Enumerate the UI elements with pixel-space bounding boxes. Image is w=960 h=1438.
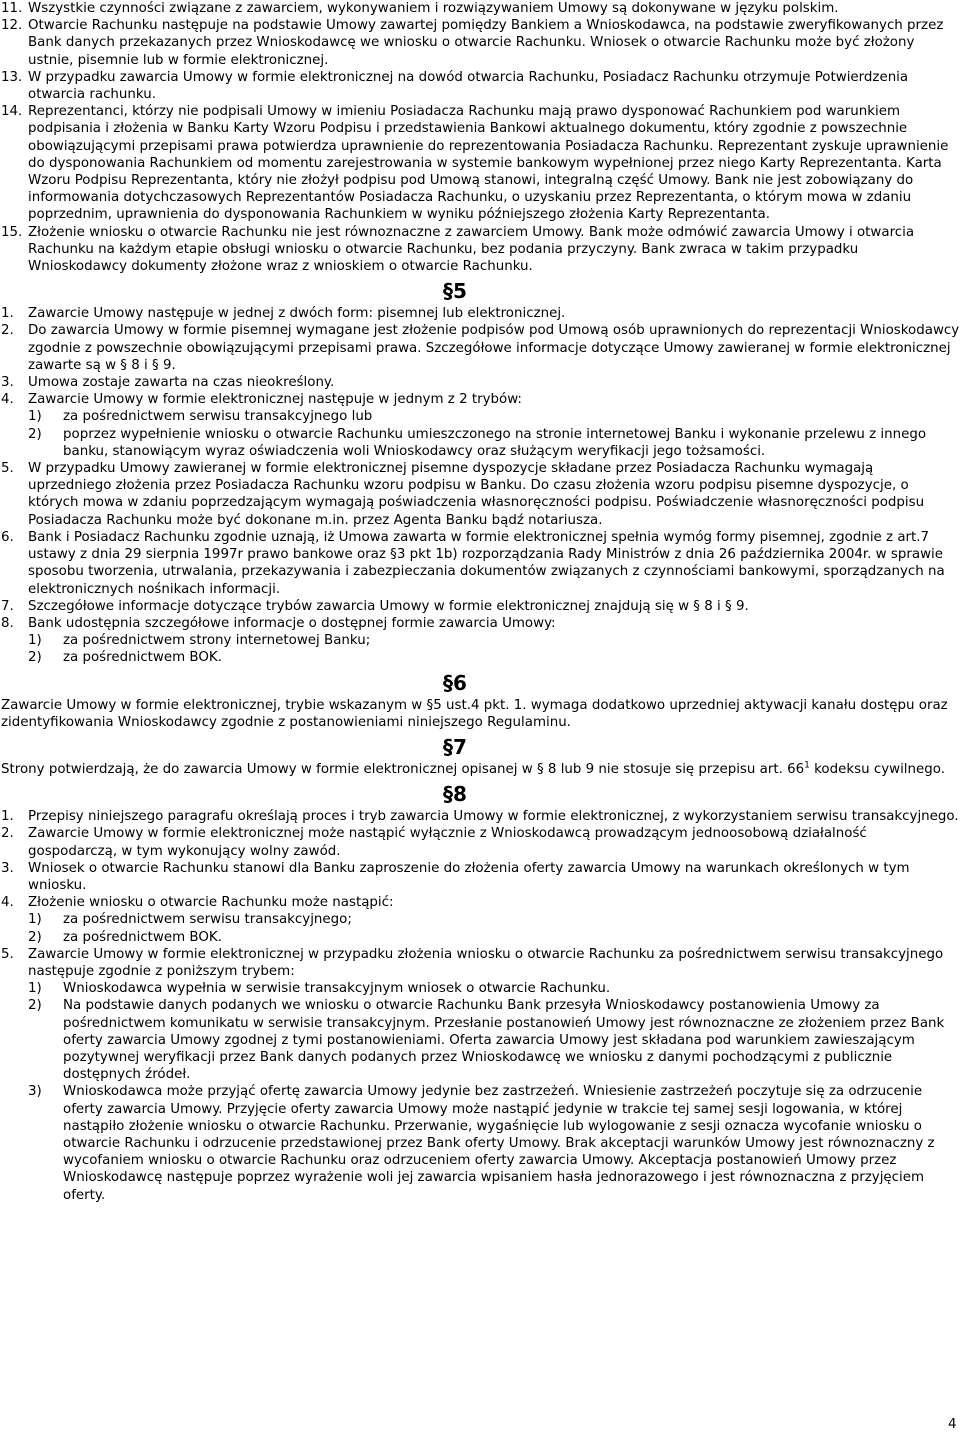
- list-item: 15. Złożenie wniosku o otwarcie Rachunku nie jest równoznaczne z zawarciem Umowy. Bank może odmówić zawarcia Umowy i otwarcia Rachunku na każdym etapie obsługi wniosku o otwarcie Rachunku, bez podania przyczyny. Bank zwraca w takim przypadku Wnioskodawcy dokumenty złożone wraz z wnioskiem o otwarcie Rachunku.: [1, 224, 915, 275]
- list-item: 4. Zawarcie Umowy w formie elektronicznej następuje w jednym z 2 trybów:: [1, 392, 522, 408]
- sub-list-item: 3) Wnioskodawca może przyjąć ofertę zawarcia Umowy jedynie bez zastrzeżeń. Wniesienie zastrzeżeń poczytuje się za odrzucenie oferty zawarcia Umowy. Przyjęcie oferty zawarcia Umowy może nastąpić jedynie w trakcie tej samej sesji logowania, w której nastąpiło złożenie wniosku o otwarcie Rachunku. Przerwanie, wygaśnięcie lub wylogowanie z sesji oznacza wycofanie wniosku o otwarcie Rachunku i odrzucenie przedstawionej przez Bank oferty Umowy. Brak akceptacji warunków Umowy jest równoznaczny z wycofaniem wniosku o otwarcie Rachunku oraz odrzuceniem oferty zawarcia Umowy. Akceptacja postanowień Umowy przez Wnioskodawcę następuje poprzez wyrażenie woli jej zawarcia wpisaniem hasła jednorazowego i jest równoznaczna z przyjęciem oferty.: [28, 1084, 935, 1203]
- list-item: 14. Reprezentanci, którzy nie podpisali Umowy w imieniu Posiadacza Rachunku mają prawo dysponować Rachunkiem pod warunkiem podpisania i złożenia w Banku Karty Wzoru Podpisu i przedstawienia Bankowi aktualnego dokumentu, który zgodnie z powszechnie obowiązującymi przepisami prawa potwierdza uprawnienie do reprezentowania Posiadacza Rachunku. Reprezentant zyskuje uprawnienie do dysponowania Rachunkiem od momentu zarejestrowania w systemie bankowym wypełnionej przez niego Karty Reprezentanta. Karta Wzoru Podpisu Reprezentanta, który nie złożył podpisu pod Umową stanowi, integralną część Umowy. Bank nie jest zobowiązany do informowania dotychczasowych Reprezentantów Posiadacza Rachunku, o uzyskaniu przez Reprezentanta, o którym mowa w zdaniu poprzednim, uprawnienia do dysponowania Rachunkiem w wyniku późniejszego złożenia Karty Reprezentanta.: [1, 104, 949, 223]
- list-item: 5. W przypadku Umowy zawieranej w formie elektronicznej pisemne dyspozycje składane przez Posiadacza Rachunku wymagają uprzedniego złożenia przez Posiadacza Rachunku wzoru podpisu w Banku. Do czasu złożenia wzoru podpisu pisemne dyspozycje, o których mowa w zdaniu poprzedzającym wymagają poświadczenia własnoręczności podpisu. Poświadczenie własnoręczności podpisu Posiadacza Rachunku może być dokonane m.in. przez Agenta Banku bądź notariusza.: [1, 461, 925, 528]
- section-7-paragraph: Strony potwierdzają, że do zawarcia Umowy w formie elektronicznej opisanej w § 8 lub 9 nie stosuje się przepisu art. $66^1$ kodeksu cywilnego.: [1, 760, 945, 777]
- section-heading: §5: [443, 279, 467, 304]
- list-item: 5. Zawarcie Umowy w formie elektronicznej w przypadku złożenia wniosku o otwarcie Rachunku za pośrednictwem serwisu transakcyjnego następuje zgodnie z poniższym trybem:: [1, 946, 944, 979]
- footnote-superscript: 1: [804, 760, 810, 771]
- list-item: 6. Bank i Posiadacz Rachunku zgodnie uznają, iż Umowa zawarta w formie elektronicznej spełnia wymóg formy pisemnej, zgodnie z art.7 ustawy z dnia 29 sierpnia 1997r prawo bankowe oraz §3 pkt 1b) rozporządzania Rady Ministrów z dnia 26 października 2004r. w sprawie sposobu tworzenia, utrwalania, przekazywania i zabezpieczania dokumentów związanych z czynnościami bankowymi, sporządzanych na elektronicznych nośnikach informacji.: [1, 529, 945, 597]
- sub-list-item: 2) za pośrednictwem BOK.: [28, 929, 222, 945]
- sub-list-item: 1) za pośrednictwem serwisu transakcyjnego lub: [28, 409, 373, 425]
- section-heading: §7: [443, 734, 467, 759]
- sub-list-item: 2) za pośrednictwem BOK.: [28, 650, 222, 666]
- sub-list-item: 1) Wnioskodawca wypełnia w serwisie transakcyjnym wniosek o otwarcie Rachunku.: [28, 981, 611, 997]
- sub-list-item: 1) za pośrednictwem serwisu transakcyjnego;: [28, 912, 352, 928]
- page-number: 4: [948, 1417, 957, 1432]
- section-heading: §8: [443, 782, 467, 807]
- list-item: 1. Przepisy niniejszego paragrafu określają proces i tryb zawarcia Umowy w formie elektronicznej, z wykorzystaniem serwisu transakcyjnego.: [1, 809, 959, 825]
- list-item: 3. Wniosek o otwarcie Rachunku stanowi dla Banku zaproszenie do złożenia oferty zawarcia Umowy na warunkach określonych w tym wniosku.: [1, 860, 910, 893]
- list-item: 12. Otwarcie Rachunku następuje na podstawie Umowy zawartej pomiędzy Bankiem a Wnioskodawca, na podstawie zweryfikowanych przez Bank danych przekazanych przez Wnioskodawcę we wniosku o otwarcie Rachunku. Wniosek o otwarcie Rachunku może być złożony ustnie, pisemnie lub w formie elektronicznej.: [1, 18, 944, 68]
- list-item: 4. Złożenie wniosku o otwarcie Rachunku może nastąpić:: [1, 895, 394, 911]
- sub-list-item: 2) Na podstawie danych podanych we wniosku o otwarcie Rachunku Bank przesyła Wnioskodawcy postanowienia Umowy za pośrednictwem komunikatu w serwisie transakcyjnym. Przesłanie postanowień Umowy jest równoznaczne ze złożeniem przez Bank oferty zawarcia Umowy zgodnej z tymi postanowieniami. Oferta zawarcia Umowy jest składana pod warunkiem zawieszającym pozytywnej weryfikacji przez Bank danych podanych przez Wnioskodawcę we wniosku z danymi pochodzącymi z publicznie dostępnych źródeł.: [28, 998, 945, 1083]
- section-5: [0, 305, 960, 666]
- section-6-paragraph: Zawarcie Umowy w formie elektronicznej, trybie wskazanym w §5 ust.4 pkt. 1. wymaga dodatkowo uprzedniej aktywacji kanału dostępu oraz zidentyfikowania Wnioskodawcy zgodnie z postanowieniami niniejszego Regulaminu.: [1, 697, 948, 730]
- section-heading: §6: [443, 670, 467, 695]
- sub-list-item: 1) za pośrednictwem strony internetowej Banku;: [28, 633, 371, 649]
- list-item: 8. Bank udostępnia szczegółowe informacje o dostępnej formie zawarcia Umowy:: [1, 615, 556, 631]
- list-item: 2. Do zawarcia Umowy w formie pisemnej wymagane jest złożenie podpisów pod Umową osób uprawnionych do reprezentacji Wnioskodawcy zgodnie z powszechnie obowiązującymi przepisami prawa. Szczegółowe informacje dotyczące Umowy zawieranej w formie elektronicznej zawarte są w § 8 i § 9.: [1, 323, 960, 373]
- section-8: [0, 808, 960, 1204]
- list-item: 13. W przypadku zawarcia Umowy w formie elektronicznej na dowód otwarcia Rachunku, Posiadacz Rachunku otrzymuje Potwierdzenia otwarcia rachunku.: [1, 69, 909, 103]
- list-item: 2. Zawarcie Umowy w formie elektronicznej może nastąpić wyłącznie z Wnioskodawcą prowadzącym jednoosobową działalność gospodarczą, w tym wykonujący wolny zawód.: [1, 826, 867, 859]
- list-item: 3. Umowa zostaje zawarta na czas nieokreślony.: [1, 375, 335, 391]
- list-item: 11. Wszystkie czynności związane z zawarciem, wykonywaniem i rozwiązywaniem Umowy są dokonywane w języku polskim.: [1, 1, 839, 16]
- sub-list-item: 2) poprzez wypełnienie wniosku o otwarcie Rachunku umieszczonego na stronie internetowej Banku i wykonanie przelewu z innego banku, stanowiącym wyraz oświadczenia woli Wnioskodawcy oraz służącym weryfikacji jego tożsamości.: [28, 426, 927, 459]
- list-item: 1. Zawarcie Umowy następuje w jednej z dwóch form: pisemnej lub elektronicznej.: [1, 306, 566, 322]
- list-item: 7. Szczegółowe informacje dotyczące trybów zawarcia Umowy w formie elektronicznej znajdują się w § 8 i § 9.: [1, 598, 749, 614]
- section-4-continued: [0, 0, 960, 275]
